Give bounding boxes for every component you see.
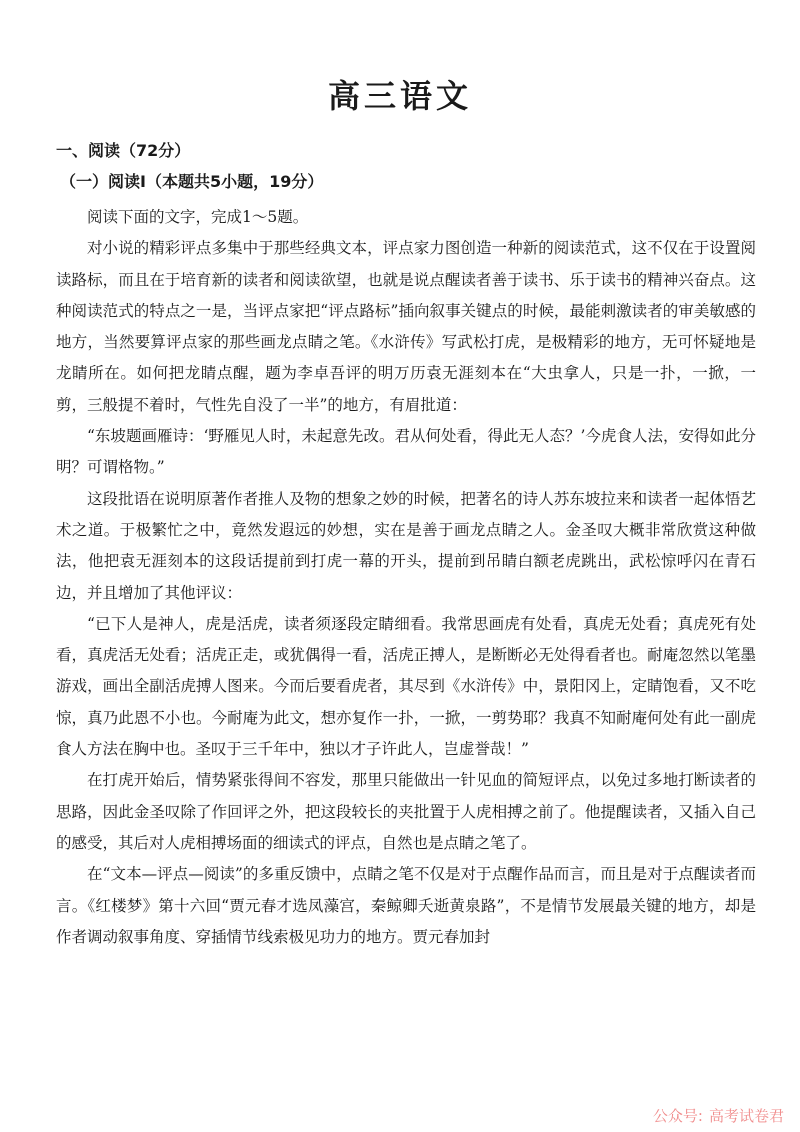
- passage-paragraph: 对小说的精彩评点多集中于那些经典文本，评点家力图创造一种新的阅读范式，这不仅在于设置阅读路标，而且在于培育新的读者和阅读欲望，也就是说点醒读者善于读书、乐于读书的精神兴奋点。这种阅读范式的特点之一是，当评点家把“评点路标”插向叙事关键点的时候，最能刺激读者的审美敏感的地方，当然要算评点家的那些画龙点睛之笔。《水浒传》写武松打虎，是极精彩的地方，无可怀疑地是龙睛所在。如何把龙睛点醒，题为李卓吾评的明万历袁无涯刻本在“大虫拿人，只是一扑，一掀，一剪，三般提不着时，气性先自没了一半”的地方，有眉批道：: [56, 239, 756, 414]
- instruction-line: 阅读下面的文字，完成1～5题。: [87, 208, 309, 226]
- passage-paragraph: 在打虎开始后，情势紧张得间不容发，那里只能做出一针见血的简短评点，以免过多地打断读者的思路，因此金圣叹除了作回评之外，把这段较长的夹批置于人虎相搏之前了。他提醒读者，又插入自己的感受，其后对人虎相搏场面的细读式的评点，自然也是点睛之笔了。: [56, 771, 756, 852]
- passage-paragraph: 这段批语在说明原著作者推人及物的想象之妙的时候，把著名的诗人苏东坡拉来和读者一起体悟艺术之道。于极繁忙之中，竟然发遐远的妙想，实在是善于画龙点睛之人。金圣叹大概非常欣赏这种做法，他把袁无涯刻本的这段话提前到打虎一幕的开头，提前到吊睛白额老虎跳出，武松惊呼闪在青石边，并且增加了其他评议：: [56, 489, 756, 602]
- watermark-name: 高考试卷君: [708, 1107, 784, 1125]
- page-title: 高三语文: [327, 77, 472, 115]
- reading-passage: [56, 202, 756, 953]
- section-heading: 一、阅读（72分）: [56, 141, 191, 160]
- watermark-prefix: 公众号:: [652, 1107, 703, 1125]
- passage-paragraph: “已下人是神人，虎是活虎，读者须逐段定睛细看。我常思画虎有处看，真虎无处看；真虎死有处看，真虎活无处看；活虎正走，或犹偶得一看，活虎正搏人，是断断必无处得看者也。耐庵忽然以笔墨游戏，画出全副活虎搏人图来。今而后要看虎者，其尽到《水浒传》中，景阳冈上，定睛饱看，又不吃惊，真乃此恩不小也。今耐庵为此文，想亦复作一扑，一掀，一剪势耶？我真不知耐庵何处有此一副虎食人方法在胸中也。圣叹于三千年中，独以才子许此人，岂虚誉哉！”: [56, 614, 756, 759]
- passage-paragraph: “东坡题画雁诗：‘野雁见人时，未起意先改。君从何处看，得此无人态？’今虎食人法，安得如此分明？可谓格物。”: [56, 427, 756, 477]
- subsection-heading: （一）阅读Ⅰ（本题共5小题，19分）: [60, 172, 324, 191]
- passage-paragraph: 在“文本—评点—阅读”的多重反馈中，点睛之笔不仅是对于点醒作品而言，而且是对于点醒读者而言。《红楼梦》第十六回“贾元春才选凤藻宫，秦鲸卿夭逝黄泉路”，不是情节发展最关键的地方，却是作者调动叙事角度、穿插情节线索极见功力的地方。贾元春加封: [56, 865, 756, 946]
- watermark: [653, 1106, 784, 1126]
